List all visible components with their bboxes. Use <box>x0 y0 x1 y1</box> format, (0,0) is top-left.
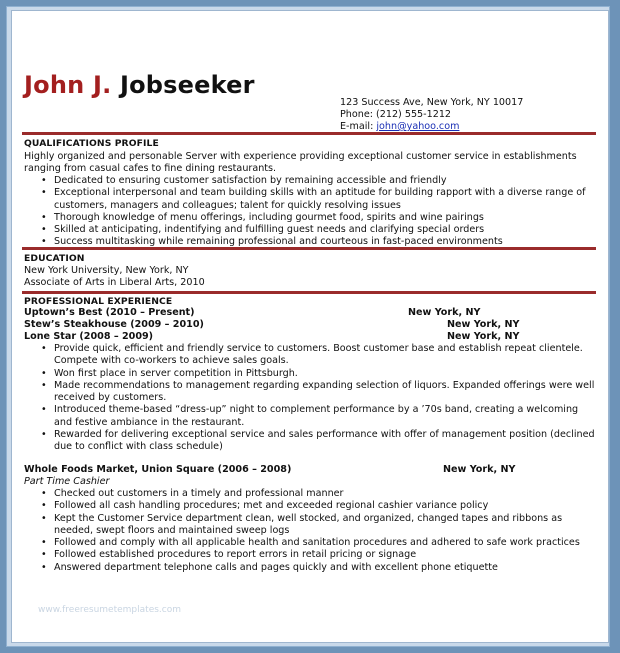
list-item: • Followed all cash handling procedures; met and exceeded regional cashier variance policy <box>24 500 596 512</box>
list-item: • Kept the Customer Service department clean, well stocked, and organized, changed tapes and ribbons as needed, swept floors and maintained sweep logs <box>24 513 596 538</box>
list-item: • Thorough knowledge of menu offerings, including gourmet food, spirits and wine pairings <box>24 212 596 224</box>
list-item: • Introduced theme-based “dress-up” night to complement performance by a ’70s band, creating a welcoming and festive ambiance in the restaurant. <box>24 404 596 429</box>
experience-title: PROFESSIONAL EXPERIENCE <box>24 296 173 307</box>
list-item: • Rewarded for delivering exceptional service and sales performance with offer of management position (declined due to conflict with class schedule) <box>24 429 596 454</box>
experience-list <box>24 343 596 454</box>
email-link[interactable]: john@yahoo.com <box>376 121 460 132</box>
resume-page <box>11 10 609 643</box>
job-location: New York, NY <box>447 331 520 342</box>
section-divider <box>22 132 596 135</box>
address: 123 Success Ave, New York, NY 10017 <box>340 97 524 108</box>
education-title: EDUCATION <box>24 253 85 264</box>
job-location: New York, NY <box>443 464 516 475</box>
cashier-list <box>24 488 596 574</box>
last-name: Jobseeker <box>119 71 255 99</box>
list-item: • Made recommendations to management regarding expanding selection of liquors. Expanded offerings were well received by customers. <box>24 380 596 405</box>
job-title: Lone Star (2008 – 2009) <box>24 331 154 342</box>
education-school: New York University, New York, NY <box>24 265 189 276</box>
list-item: • Dedicated to ensuring customer satisfaction by remaining accessible and friendly <box>24 175 596 187</box>
contact-block <box>340 97 523 133</box>
job-location: New York, NY <box>447 319 520 330</box>
phone: Phone: (212) 555-1212 <box>340 109 452 120</box>
list-item: • Followed established procedures to report errors in retail pricing or signage <box>24 549 596 561</box>
list-item: • Won first place in server competition in Pittsburgh. <box>24 368 596 380</box>
job-title: Uptown’s Best (2010 – Present) <box>24 307 195 318</box>
job-title: Stew’s Steakhouse (2009 – 2010) <box>24 319 204 330</box>
education-degree: Associate of Arts in Liberal Arts, 2010 <box>24 277 205 288</box>
section-divider <box>22 247 596 250</box>
job-location: New York, NY <box>408 307 481 318</box>
list-item: • Skilled at anticipating, indentifying and fulfilling guest needs and clarifying special orders <box>24 224 596 236</box>
watermark: www.freeresumetemplates.com <box>38 605 181 615</box>
candidate-name <box>24 71 255 99</box>
qualifications-title: QUALIFICATIONS PROFILE <box>24 138 159 149</box>
first-name: John J. <box>24 71 112 99</box>
list-item: • Provide quick, efficient and friendly service to customers. Boost customer base and establish repeat clientele. Compete with co-workers to achieve sales goals. <box>24 343 596 368</box>
list-item: • Followed and comply with all applicable health and sanitation procedures and adhered to safe work practices <box>24 537 596 549</box>
job-role: Part Time Cashier <box>24 476 110 487</box>
qualifications-summary: Highly organized and personable Server with experience providing exceptional customer service in establishments ranging from casual cafes to fine dining restaurants. <box>24 151 577 175</box>
list-item: • Success multitasking while remaining professional and courteous in fast-paced environments <box>24 236 596 248</box>
job-title: Whole Foods Market, Union Square (2006 – 2008) <box>24 464 292 475</box>
email-label: E-mail: <box>340 121 377 132</box>
qualifications-list <box>24 175 596 249</box>
list-item: • Exceptional interpersonal and team building skills with an aptitude for building rapport with a diverse range of customers, managers and colleagues; talent for quickly resolving issues <box>24 187 596 212</box>
section-divider <box>22 291 596 294</box>
list-item: • Answered department telephone calls and pages quickly and with excellent phone etiquette <box>24 562 596 574</box>
list-item: • Checked out customers in a timely and professional manner <box>24 488 596 500</box>
